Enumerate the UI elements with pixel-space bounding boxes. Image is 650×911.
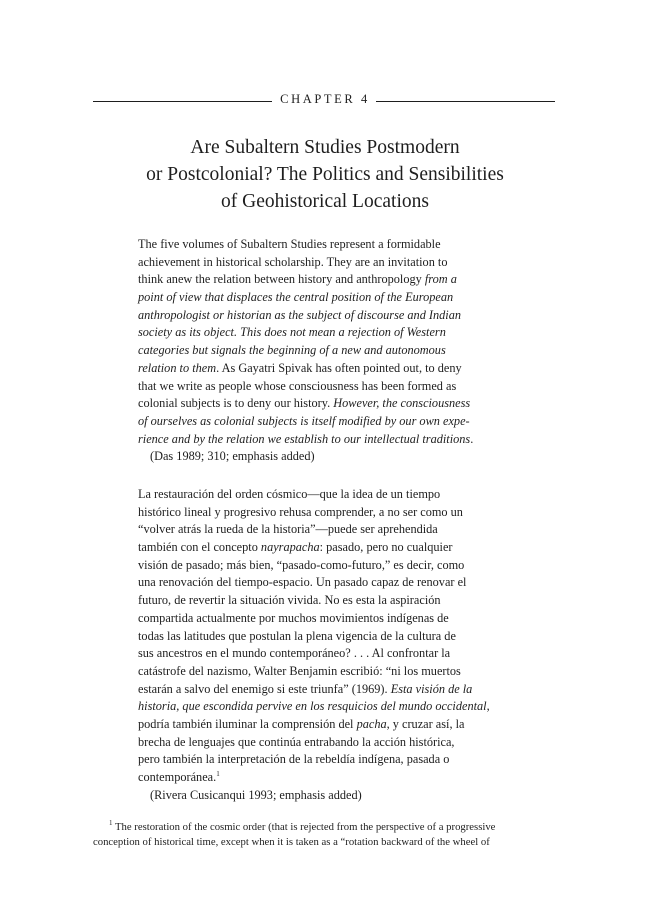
quote-text: visión de pasado; más bien, “pasado-como-futuro,” es decir, como [138, 557, 465, 572]
quote-line [138, 628, 518, 646]
quote-line [138, 360, 518, 378]
quote-text: una renovación del tiempo-espacio. Un pasado capaz de renovar el [138, 575, 467, 590]
chapter-title-line: of Geohistorical Locations [221, 191, 429, 212]
footnote-reference: 1 [216, 770, 220, 778]
emphasis-text: of ourselves as colonial subjects is itself modified by our own expe- [138, 413, 470, 428]
quote-line [138, 716, 518, 734]
quote-line [138, 734, 518, 752]
quote-line [138, 486, 518, 504]
emphasis-text: pacha [356, 716, 387, 731]
quote-line [138, 610, 518, 628]
emphasis-text: from a [424, 272, 457, 287]
quote-line [138, 395, 518, 413]
footnote [93, 820, 563, 850]
emphasis-text: nayrapacha [260, 540, 320, 555]
quote-line [138, 236, 518, 254]
quote-text: histórico lineal y progresivo rehusa comprender, a no ser como un [138, 504, 463, 519]
emphasis-text: anthropologist or historian as the subject of discourse and Indian [138, 307, 462, 322]
quote-line [138, 324, 518, 342]
quote-text: . [470, 431, 474, 446]
quote-text: futuro, de revertir la situación vivida. No es esta la aspiración [138, 593, 441, 608]
quote-line [138, 271, 518, 289]
quote-text: pero también la interpretación de la rebeldía indígena, pasada o [138, 752, 450, 767]
quote-text: . As Gayatri Spivak has often pointed out, to deny [216, 360, 462, 375]
quote-line [138, 521, 518, 539]
quote-line [138, 307, 518, 325]
footnote-line: conception of historical time, except when it is taken as a “rotation backward of the wheel of [93, 836, 490, 848]
quote-line [138, 431, 518, 449]
quote-text: La restauración del orden cósmico—que la idea de un tiempo [138, 487, 441, 501]
emphasis-text: rience and by the relation we establish to our intellectual traditions [138, 431, 471, 446]
quote-line [138, 342, 518, 360]
quote-line [138, 769, 518, 787]
quote-text: : pasado, pero no cualquier [319, 540, 453, 555]
emphasis-text: relation to them [138, 360, 217, 375]
chapter-label: CHAPTER 4 [280, 92, 370, 106]
quote-line [138, 574, 518, 592]
chapter-title-line: Are Subaltern Studies Postmodern [190, 137, 460, 158]
quote-line [138, 254, 518, 272]
quote-line [138, 557, 518, 575]
quote-text: , [486, 699, 490, 714]
quote-line [138, 539, 518, 557]
chapter-title-line: or Postcolonial? The Politics and Sensibilities [146, 164, 504, 185]
quote-text: brecha de lenguajes que continúa entrabando la acción histórica, [138, 734, 455, 749]
quote-text: think anew the relation between history and anthropology [138, 272, 425, 287]
quote-text: that we write as people whose consciousness has been formed as [138, 378, 457, 393]
quote-text: todas las latitudes que postulan la plena vigencia de la cultura de [138, 628, 456, 643]
emphasis-text: Esta visión de la [390, 681, 473, 696]
quote-text: estarán a salvo del enemigo si este triunfa” (1969). [138, 681, 391, 696]
quote-citation: (Das 1989; 310; emphasis added) [150, 449, 315, 464]
emphasis-text: historia, que escondida pervive en los resquicios del mundo occidental [138, 699, 487, 714]
quote-line [138, 378, 518, 396]
quote-text: The five volumes of Subaltern Studies represent a formidable [138, 237, 441, 251]
footnote-marker: 1 [109, 819, 113, 827]
chapter-rule-left [93, 101, 272, 102]
quote-line [138, 289, 518, 307]
quote-line [138, 681, 518, 699]
quote-line [138, 504, 518, 522]
block-quote-rivera-cusicanqui [138, 486, 518, 804]
quote-text: contemporánea. [138, 770, 217, 784]
emphasis-text: categories but signals the beginning of a new and autonomous [138, 343, 446, 358]
chapter-header [93, 92, 555, 107]
quote-line [138, 413, 518, 431]
quote-line [138, 751, 518, 769]
block-quote-das [138, 236, 518, 466]
quote-text: compartida actualmente por muchos movimientos indígenas de [138, 610, 449, 625]
quote-text: también con el concepto [138, 540, 261, 555]
emphasis-text: point of view that displaces the central position of the European [138, 290, 454, 305]
chapter-rule-right [376, 101, 555, 102]
emphasis-text: However, the consciousness [333, 396, 471, 411]
footnote-line: $^1$ The restoration of the cosmic order (that is rejected from the perspective of a progressive [109, 819, 496, 833]
quote-text: sus ancestros en el mundo contemporáneo? . . . Al confrontar la [138, 646, 451, 661]
quote-text: colonial subjects is to deny our history. [138, 396, 334, 411]
chapter-title [60, 134, 590, 215]
quote-line [138, 698, 518, 716]
quote-text: catástrofe del nazismo, Walter Benjamin escribió: “ni los muertos [138, 663, 461, 678]
quote-line [138, 663, 518, 681]
quote-line [138, 645, 518, 663]
quote-text: , y cruzar así, la [386, 716, 465, 731]
quote-text: achievement in historical scholarship. They are an invitation to [138, 254, 448, 269]
quote-line [138, 592, 518, 610]
quote-citation: (Rivera Cusicanqui 1993; emphasis added) [150, 787, 362, 802]
quote-text: “volver atrás la rueda de la historia”—puede ser aprehendida [138, 522, 438, 537]
quote-text: podría también iluminar la comprensión del [138, 716, 357, 731]
emphasis-text: society as its object. This does not mean a rejection of Western [138, 325, 446, 340]
